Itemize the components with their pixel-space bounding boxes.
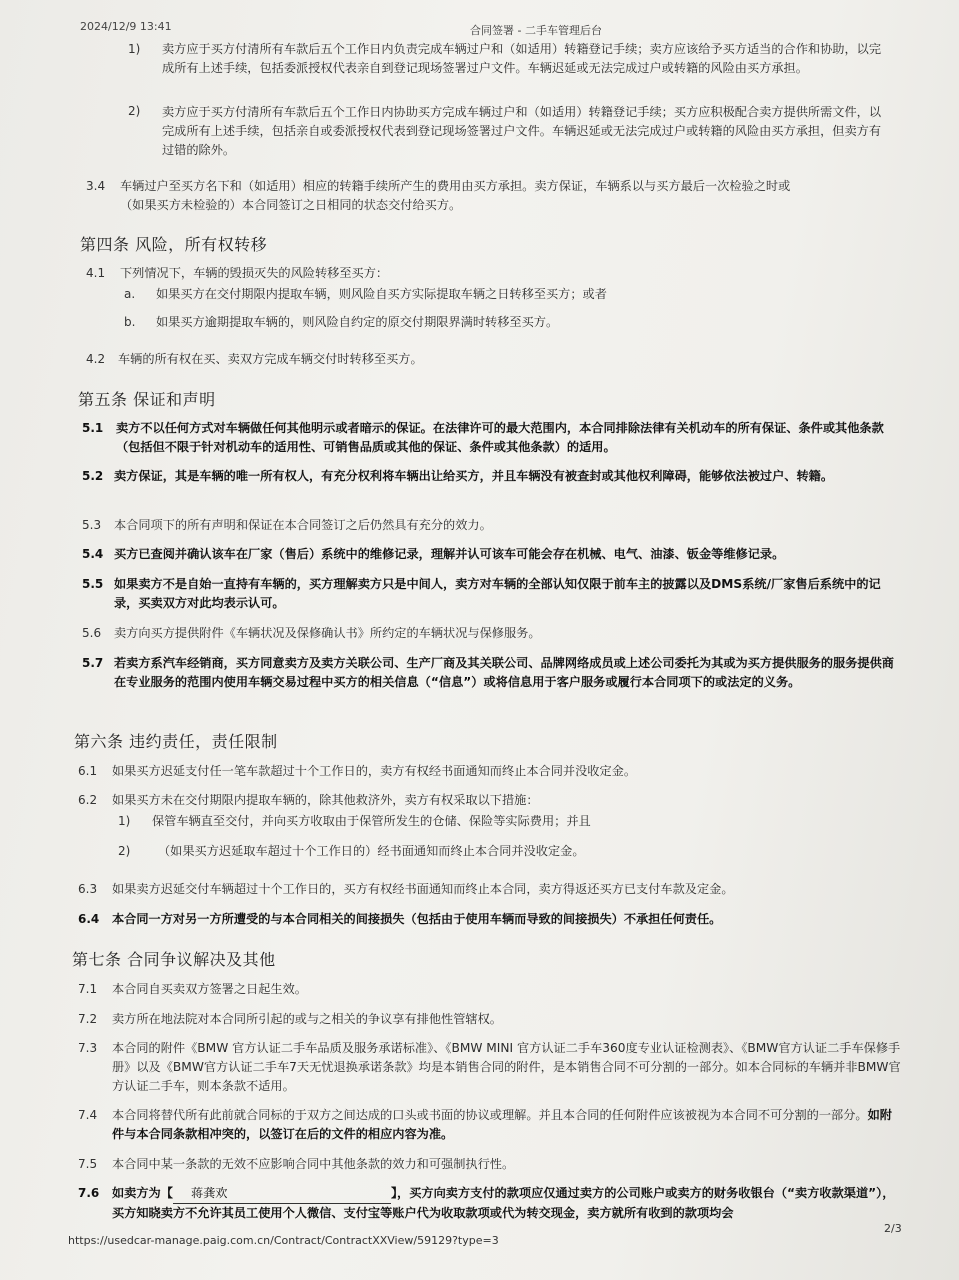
clause-5-1-number: 5.1	[82, 421, 104, 435]
clause-7-6-text	[112, 1184, 902, 1223]
clause-7-3-text: 本合同的附件《BMW 官方认证二手车品质及服务承诺标准》、《BMW MINI 官方认证二手车360度专业认证检测表》、《BMW官方认证二手车保修手册》以及《BMW官方认证二手车7天无忧退换承诺条款》均是本销售合同的附件，是本销售合同不可分割的一部分。如本合同标的车辆并非BMW官方认证二手车，则本条款不适用。	[112, 1041, 901, 1093]
clause-5-3-text: 本合同项下的所有声明和保证在本合同签订之后仍然具有充分的效力。	[114, 518, 492, 532]
clause-7-5-text: 本合同中某一条款的无效不应影响合同中其他条款的效力和可强制执行性。	[112, 1157, 515, 1171]
clause-5-2-number: 5.2	[82, 469, 104, 483]
article-5-heading: 第五条 保证和声明	[78, 390, 216, 409]
clause-6-1-number: 6.1	[78, 764, 98, 778]
clause-7-3-number: 7.3	[78, 1041, 98, 1055]
clause-7-1-text: 本合同自买卖双方签署之日起生效。	[112, 982, 307, 996]
clause-3-3-item1-text: 卖方应于买方付清所有车款后五个工作日内负责完成车辆过户和（如适用）转籍登记手续；卖方应该给予买方适当的合作和协助，以完成所有上述手续，包括委派授权代表亲自到登记现场签署过户文件。车辆迟延或无法完成过户或转籍的风险由买方承担。	[162, 42, 882, 75]
clause-5-6-text: 卖方向买方提供附件《车辆状况及保修确认书》所约定的车辆状况与保修服务。	[114, 626, 541, 640]
clause-7-6-prefix: 如卖方为【	[112, 1186, 173, 1200]
print-url: https://usedcar-manage.paig.com.cn/Contract/ContractXXView/59129?type=3	[68, 1234, 499, 1247]
clause-3-3-item1-number: 1)	[128, 42, 141, 56]
clause-5-5-number: 5.5	[82, 577, 104, 591]
clause-5-6-number: 5.6	[82, 626, 102, 640]
clause-5-7-number: 5.7	[82, 656, 104, 670]
clause-6-2-item2-number: 2)	[118, 844, 131, 858]
clause-7-4-text-regular: 本合同将替代所有此前就合同标的于双方之间达成的口头或书面的协议或理解。并且本合同的任何附件应该被视为本合同不可分割的一部分。	[112, 1108, 868, 1122]
clause-3-4-text: 车辆过户至买方名下和（如适用）相应的转籍手续所产生的费用由买方承担。卖方保证，车辆系以与买方最后一次检验之时或（如果买方未检验的）本合同签订之日相同的状态交付给买方。	[120, 179, 791, 212]
clause-3-3-item2-number: 2)	[128, 104, 141, 118]
seller-name-field: 蒋龚欢	[173, 1184, 391, 1204]
clause-7-5-number: 7.5	[78, 1157, 98, 1171]
clause-6-2-item1-text: 保管车辆直至交付，并向买方收取由于保管所发生的仓储、保险等实际费用；并且	[152, 814, 591, 828]
clause-4-1-b-text: 如果买方逾期提取车辆的，则风险自约定的原交付期限界满时转移至买方。	[156, 315, 559, 329]
clause-7-6-number: 7.6	[78, 1186, 100, 1200]
clause-6-2-text: 如果买方未在交付期限内提取车辆的，除其他救济外，卖方有权采取以下措施：	[112, 793, 539, 807]
clause-7-6-body: 】，买方向卖方支付的款项应仅通过卖方的公司账户或卖方的财务收银台（“卖方收款渠道”），买方知晓卖方不允许其员工使用个人微信、支付宝等账户代为收取款项或代为转交现金，卖方就所有收到的款项均会	[112, 1186, 895, 1220]
clause-6-2-item1-number: 1)	[118, 814, 131, 828]
clause-5-5-text: 如果卖方不是自始一直持有车辆的，买方理解卖方只是中间人，卖方对车辆的全部认知仅限于前车主的披露以及DMS系统/厂家售后系统中的记录，买卖双方对此均表示认可。	[114, 577, 881, 610]
article-7-heading: 第七条 合同争议解决及其他	[72, 950, 276, 969]
clause-6-4-text: 本合同一方对另一方所遭受的与本合同相关的间接损失（包括由于使用车辆而导致的间接损失）不承担任何责任。	[112, 912, 722, 926]
clause-5-3-number: 5.3	[82, 518, 102, 532]
clause-6-4-number: 6.4	[78, 912, 100, 926]
article-4-heading: 第四条 风险，所有权转移	[80, 235, 268, 254]
page-number: 2/3	[884, 1222, 902, 1235]
print-datetime: 2024/12/9 13:41	[80, 20, 172, 33]
clause-6-1-text: 如果买方迟延支付任一笔车款超过十个工作日的，卖方有权经书面通知而终止本合同并没收定金。	[112, 764, 637, 778]
clause-4-1-text: 下列情况下，车辆的毁损灭失的风险转移至买方：	[120, 266, 389, 280]
clause-7-4-text	[112, 1106, 902, 1144]
clause-4-1-a-text: 如果买方在交付期限内提取车辆，则风险自买方实际提取车辆之日转移至买方；或者	[156, 287, 607, 301]
clause-5-2-text: 卖方保证，其是车辆的唯一所有权人，有充分权利将车辆出让给买方，并且车辆没有被查封或其他权利障碍，能够依法被过户、转籍。	[114, 469, 834, 483]
article-6-heading: 第六条 违约责任，责任限制	[74, 732, 278, 751]
clause-3-4-number: 3.4	[86, 179, 106, 193]
print-page-title: 合同签署 - 二手车管理后台	[470, 24, 602, 37]
clause-7-4-text-bold: 如附件与本合同条款相冲突的，以签订在后的文件的相应内容为准。	[112, 1108, 892, 1141]
clause-6-3-text: 如果卖方迟延交付车辆超过十个工作日的，买方有权经书面通知而终止本合同，卖方得返还买方已支付车款及定金。	[112, 882, 734, 896]
clause-4-1-a-number: a.	[124, 287, 136, 301]
clause-5-7-text: 若卖方系汽车经销商，买方同意卖方及卖方关联公司、生产厂商及其关联公司、品牌网络成员或上述公司委托为其或为买方提供服务的服务提供商在专业服务的范围内使用车辆交易过程中买方的相关信息（“信息”）或将信息用于客户服务或履行本合同项下的或法定的义务。	[114, 656, 894, 689]
clause-7-2-text: 卖方所在地法院对本合同所引起的或与之相关的争议享有排他性管辖权。	[112, 1012, 502, 1026]
clause-3-3-item2-text: 卖方应于买方付清所有车款后五个工作日内协助买方完成车辆过户和（如适用）转籍登记手续；买方应积极配合卖方提供所需文件，以完成所有上述手续，包括亲自或委派授权代表到登记现场签署过户文件。车辆迟延或无法完成过户或转籍的风险由买方承担，但卖方有过错的除外。	[162, 105, 882, 157]
clause-5-4-text: 买方已查阅并确认该车在厂家（售后）系统中的维修记录，理解并认可该车可能会存在机械、电气、油漆、钣金等维修记录。	[114, 547, 785, 561]
clause-4-1-number: 4.1	[86, 266, 106, 280]
clause-7-1-number: 7.1	[78, 982, 98, 996]
clause-4-2-text: 车辆的所有权在买、卖双方完成车辆交付时转移至买方。	[118, 352, 423, 366]
clause-5-4-number: 5.4	[82, 547, 104, 561]
clause-6-3-number: 6.3	[78, 882, 98, 896]
clause-7-4-number: 7.4	[78, 1108, 98, 1122]
clause-5-1-text: 卖方不以任何方式对车辆做任何其他明示或者暗示的保证。在法律许可的最大范围内，本合同排除法律有关机动车的所有保证、条件或其他条款（包括但不限于针对机动车的适用性、可销售品质或其他的保证、条件或其他条款）的适用。	[116, 421, 884, 454]
clause-6-2-item2-text: （如果买方迟延取车超过十个工作日的）经书面通知而终止本合同并没收定金。	[158, 844, 585, 858]
clause-4-1-b-number: b.	[124, 315, 136, 329]
clause-4-2-number: 4.2	[86, 352, 106, 366]
clause-6-2-number: 6.2	[78, 793, 98, 807]
clause-7-2-number: 7.2	[78, 1012, 98, 1026]
